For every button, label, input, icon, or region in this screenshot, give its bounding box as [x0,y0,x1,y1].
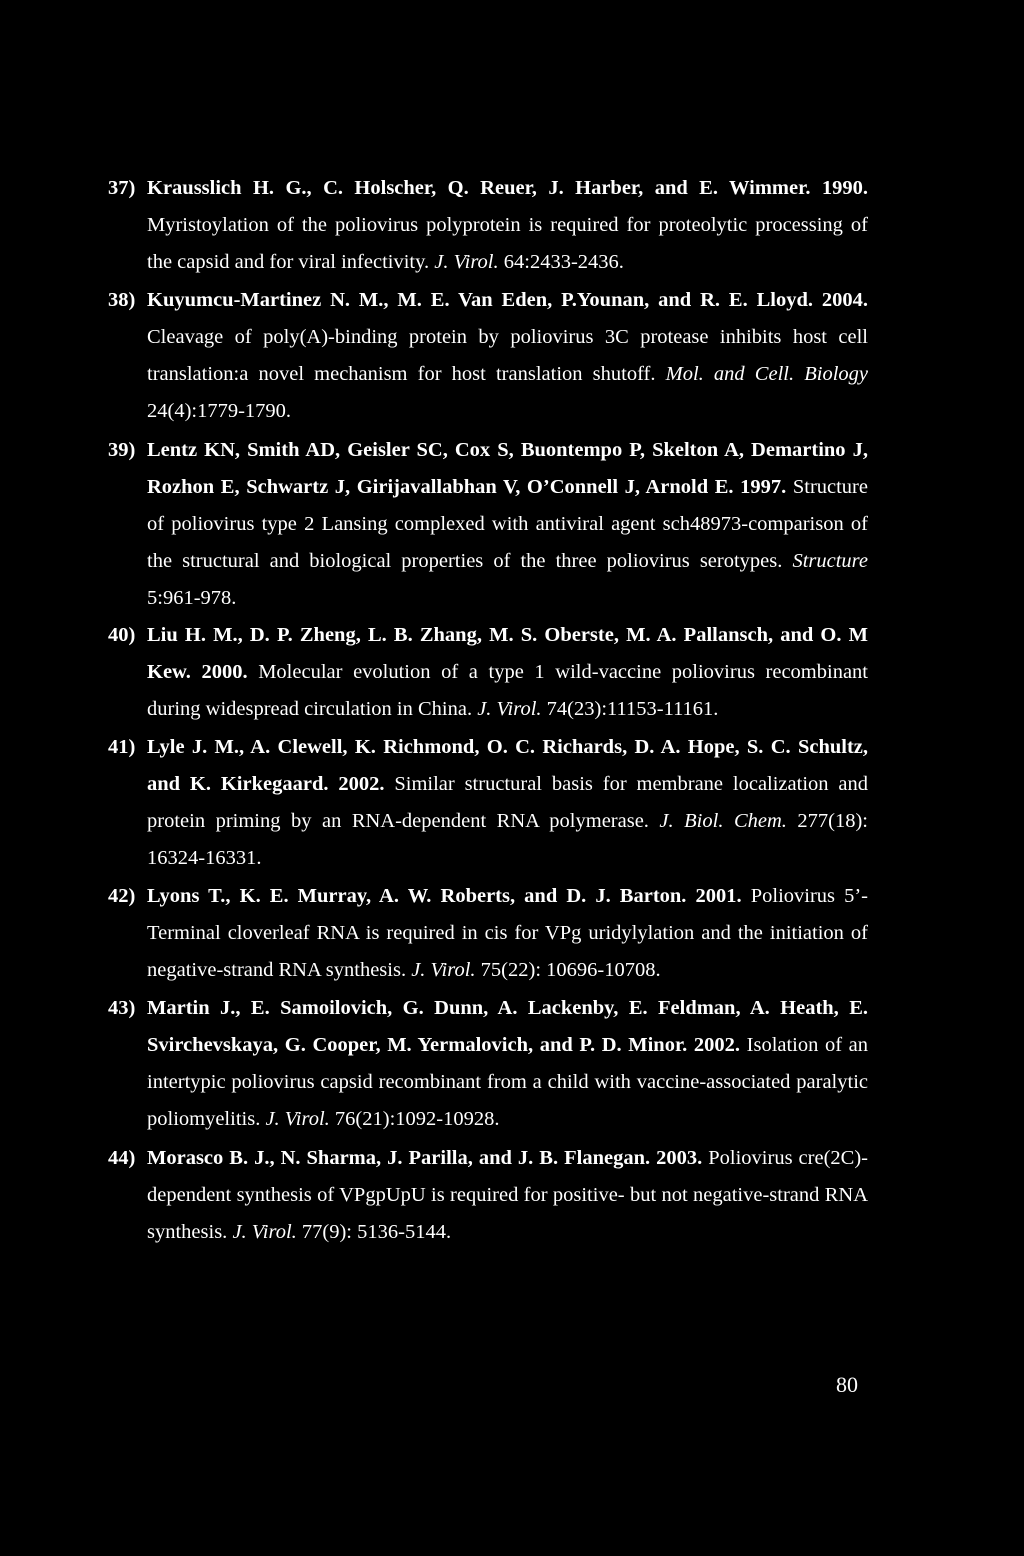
reference-37 [108,170,868,281]
reference-journal: J. Virol. [227,1221,297,1243]
reference-citation: 24(4):1779-1790. [147,400,292,422]
reference-title: Poliovirus cre(2C)-dependent synthesis of VPgpUpU is required for positive- but not negative-strand RNA synthesis. [147,1147,868,1243]
reference-number: 39) [108,439,136,461]
reference-citation: 76(21):1092-10928. [329,1108,500,1130]
reference-authors: Lyons T., K. E. Murray, A. W. Roberts, and D. J. Barton. 2001. [147,885,742,907]
reference-citation: 5:961-978. [147,587,237,609]
reference-40 [108,617,868,728]
reference-journal: J. Virol. [429,251,499,273]
reference-title: Molecular evolution of a type 1 wild-vaccine poliovirus recombinant during widespread circulation in China. [147,661,868,720]
reference-title: Myristoylation of the poliovirus polyprotein is required for proteolytic processing of the capsid and for viral infectivity. [147,214,868,273]
reference-title: Isolation of an intertypic poliovirus capsid recombinant from a child with vaccine-associated paralytic poliomyelitis. [147,1034,869,1130]
reference-number: 42) [108,885,136,907]
reference-title: Structure of poliovirus type 2 Lansing complexed with antiviral agent sch48973-comparison of the structural and biological properties of the three poliovirus serotypes. [147,476,868,572]
reference-38 [108,282,868,430]
reference-citation: 75(22): 10696-10708. [475,959,661,981]
reference-journal: J. Biol. Chem. [648,810,787,832]
reference-authors: Lyle J. M., A. Clewell, K. Richmond, O. C. Richards, D. A. Hope, S. C. Schultz, and K. Kirkegaard. 2002. [147,736,868,795]
reference-journal: Structure [782,550,868,572]
reference-41 [108,729,868,877]
reference-journal: J. Virol. [260,1108,330,1130]
reference-journal: J. Virol. [406,959,476,981]
reference-citation: 74(23):11153-11161. [541,698,719,720]
page-number: 80 [836,1372,858,1397]
reference-citation: 277(18): 16324-16331. [147,810,869,869]
reference-title: Poliovirus 5’-Terminal cloverleaf RNA is required in cis for VPg uridylylation and the initiation of negative-strand RNA synthesis. [147,885,869,981]
reference-44 [108,1140,868,1251]
reference-number: 38) [108,289,136,311]
reference-citation: 77(9): 5136-5144. [296,1221,452,1243]
reference-number: 44) [108,1147,136,1169]
reference-authors: Morasco B. J., N. Sharma, J. Parilla, and J. B. Flanegan. 2003. [147,1147,703,1169]
reference-authors: Liu H. M., D. P. Zheng, L. B. Zhang, M. S. Oberste, M. A. Pallansch, and O. M Kew. 2000. [147,624,868,683]
reference-39 [108,432,868,617]
reference-authors: Lentz KN, Smith AD, Geisler SC, Cox S, Buontempo P, Skelton A, Demartino J, Rozhon E, Schwartz J, Girijavallabhan V, O’Connell J, Arnold E. 1997. [147,439,868,498]
reference-number: 41) [108,736,136,758]
reference-43 [108,990,868,1138]
reference-authors: Martin J., E. Samoilovich, G. Dunn, A. Lackenby, E. Feldman, A. Heath, E. Svirchevskaya, G. Cooper, M. Yermalovich, and P. D. Minor. 2002. [147,997,868,1056]
reference-authors: Krausslich H. G., C. Holscher, Q. Reuer, J. Harber, and E. Wimmer. 1990. [147,177,868,199]
reference-journal: J. Virol. [472,698,542,720]
reference-number: 37) [108,177,136,199]
reference-citation: 64:2433-2436. [498,251,624,273]
reference-journal: Mol. and Cell. Biology [655,363,868,385]
reference-title: Cleavage of poly(A)-binding protein by poliovirus 3C protease inhibits host cell translation:a novel mechanism for host translation shutoff. [147,326,868,385]
reference-title: Similar structural basis for membrane localization and protein priming by an RNA-dependent RNA polymerase. [147,773,868,832]
reference-number: 43) [108,997,136,1019]
reference-authors: Kuyumcu-Martinez N. M., M. E. Van Eden, P.Younan, and R. E. Lloyd. 2004. [147,289,868,311]
reference-number: 40) [108,624,136,646]
reference-42 [108,878,868,989]
